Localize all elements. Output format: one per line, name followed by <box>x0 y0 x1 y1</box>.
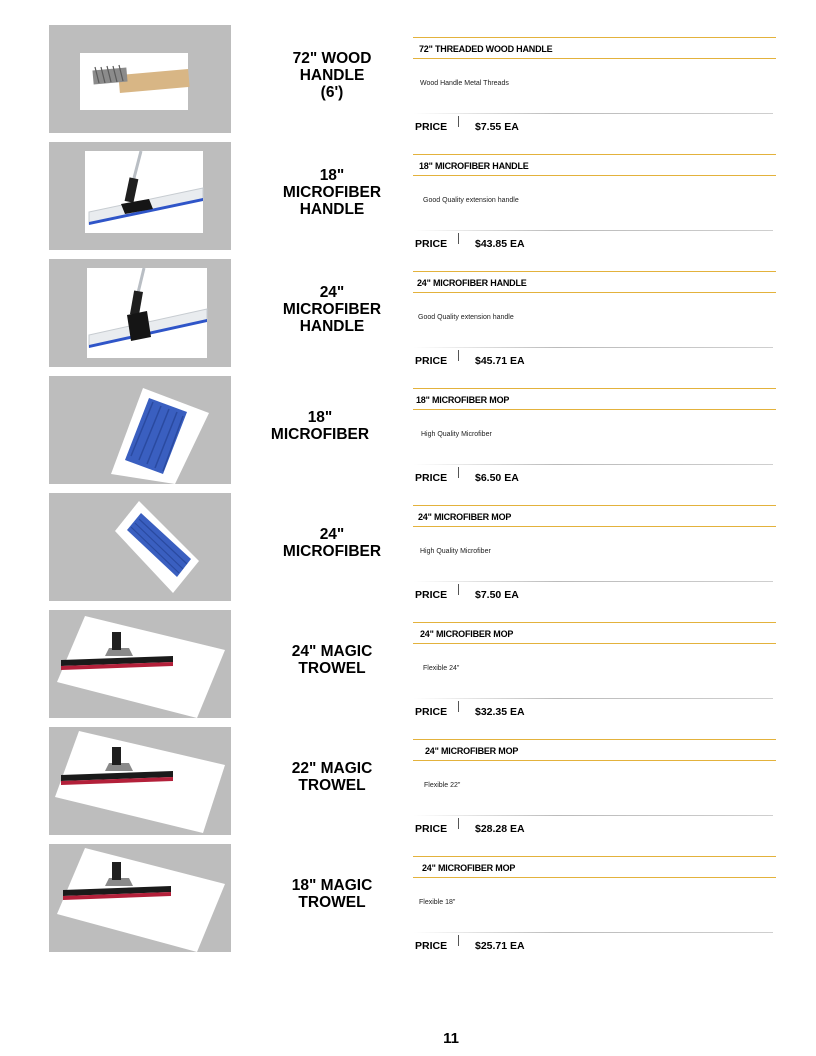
price-divider <box>458 350 459 361</box>
accent-line <box>413 175 776 176</box>
accent-line <box>413 58 776 59</box>
magic-trowel-icon <box>49 844 231 952</box>
product-name: 22" MAGIC TROWEL <box>291 760 373 794</box>
product-row-18-magic-trowel <box>0 844 816 952</box>
accent-line <box>413 388 776 389</box>
price-value: $7.55 EA <box>475 121 519 133</box>
product-title: 24" MICROFIBER HANDLE <box>417 278 527 288</box>
accent-line <box>413 292 776 293</box>
product-description: Flexible 22" <box>424 782 461 789</box>
mop-frame-icon <box>49 142 231 250</box>
price-value: $25.71 EA <box>475 940 525 952</box>
price-label: PRICE <box>415 706 448 718</box>
product-title: 18" MICROFIBER MOP <box>416 395 510 405</box>
product-row-24-magic-trowel <box>0 610 816 718</box>
product-row-18-microfiber <box>0 376 816 484</box>
product-info <box>413 727 776 835</box>
product-title: 24" MICROFIBER MOP <box>422 863 516 873</box>
accent-line <box>413 505 776 506</box>
price-label: PRICE <box>415 355 448 367</box>
price-label: PRICE <box>415 823 448 835</box>
product-name: 24" MICROFIBER HANDLE <box>282 283 382 335</box>
price-divider <box>458 116 459 127</box>
product-photo <box>49 844 231 952</box>
product-photo <box>49 493 231 601</box>
product-photo <box>49 25 231 133</box>
accent-line <box>413 271 776 272</box>
price-value: $45.71 EA <box>475 355 525 367</box>
price-label: PRICE <box>415 940 448 952</box>
magic-trowel-icon <box>49 727 231 835</box>
product-photo <box>49 376 231 484</box>
product-name: 24" MICROFIBER <box>282 526 382 560</box>
price-label: PRICE <box>415 472 448 484</box>
product-row-22-magic-trowel <box>0 727 816 835</box>
product-info <box>413 25 776 133</box>
price-value: $28.28 EA <box>475 823 525 835</box>
price-divider <box>458 467 459 478</box>
microfiber-pad-icon <box>49 493 231 601</box>
product-description: High Quality Microfiber <box>420 548 491 555</box>
accent-line <box>413 643 776 644</box>
mop-frame-icon <box>49 259 231 367</box>
price-label: PRICE <box>415 589 448 601</box>
price-divider <box>458 935 459 946</box>
divider <box>413 698 773 699</box>
accent-line <box>413 409 776 410</box>
price-divider <box>458 818 459 829</box>
price-divider <box>458 233 459 244</box>
price-label: PRICE <box>415 238 448 250</box>
divider <box>413 347 773 348</box>
product-title: 18" MICROFIBER HANDLE <box>419 161 529 171</box>
divider <box>413 113 773 114</box>
product-title: 24" MICROFIBER MOP <box>418 512 512 522</box>
product-row-24-microfiber-handle <box>0 259 816 367</box>
product-description: Good Quality extension handle <box>418 314 514 321</box>
product-row-24-microfiber <box>0 493 816 601</box>
product-name: 18" MAGIC TROWEL <box>291 877 373 911</box>
price-value: $43.85 EA <box>475 238 525 250</box>
product-description: Good Quality extension handle <box>423 197 519 204</box>
product-photo <box>49 259 231 367</box>
product-title: 24" MICROFIBER MOP <box>420 629 514 639</box>
product-info <box>413 259 776 367</box>
price-divider <box>458 584 459 595</box>
divider <box>413 230 773 231</box>
microfiber-pad-icon <box>49 376 231 484</box>
product-photo <box>49 610 231 718</box>
product-row-18-microfiber-handle <box>0 142 816 250</box>
product-info <box>413 376 776 484</box>
price-value: $7.50 EA <box>475 589 519 601</box>
accent-line <box>413 622 776 623</box>
product-row-wood-handle <box>0 25 816 133</box>
product-description: High Quality Microfiber <box>421 431 492 438</box>
page-number: 11 <box>443 1030 459 1047</box>
accent-line <box>413 877 776 878</box>
accent-line <box>413 739 776 740</box>
product-description: Flexible 24" <box>423 665 460 672</box>
price-label: PRICE <box>415 121 448 133</box>
magic-trowel-icon <box>49 610 231 718</box>
product-description: Flexible 18" <box>419 899 456 906</box>
product-photo <box>49 727 231 835</box>
accent-line <box>413 856 776 857</box>
accent-line <box>413 526 776 527</box>
product-name: 72" WOOD HANDLE (6') <box>292 49 372 101</box>
price-divider <box>458 701 459 712</box>
product-name: 18" MICROFIBER HANDLE <box>282 166 382 218</box>
product-info <box>413 844 776 952</box>
accent-line <box>413 37 776 38</box>
price-value: $32.35 EA <box>475 706 525 718</box>
product-photo <box>49 142 231 250</box>
product-description: Wood Handle Metal Threads <box>420 80 509 87</box>
product-info <box>413 610 776 718</box>
accent-line <box>413 760 776 761</box>
price-value: $6.50 EA <box>475 472 519 484</box>
product-title: 24" MICROFIBER MOP <box>425 746 519 756</box>
product-name: 24" MAGIC TROWEL <box>291 643 373 677</box>
divider <box>413 464 773 465</box>
divider <box>413 932 773 933</box>
divider <box>413 581 773 582</box>
product-name: 18" MICROFIBER <box>270 409 370 443</box>
product-title: 72" THREADED WOOD HANDLE <box>419 44 553 54</box>
product-info <box>413 142 776 250</box>
wood-handle-icon <box>49 25 231 133</box>
accent-line <box>413 154 776 155</box>
divider <box>413 815 773 816</box>
product-info <box>413 493 776 601</box>
